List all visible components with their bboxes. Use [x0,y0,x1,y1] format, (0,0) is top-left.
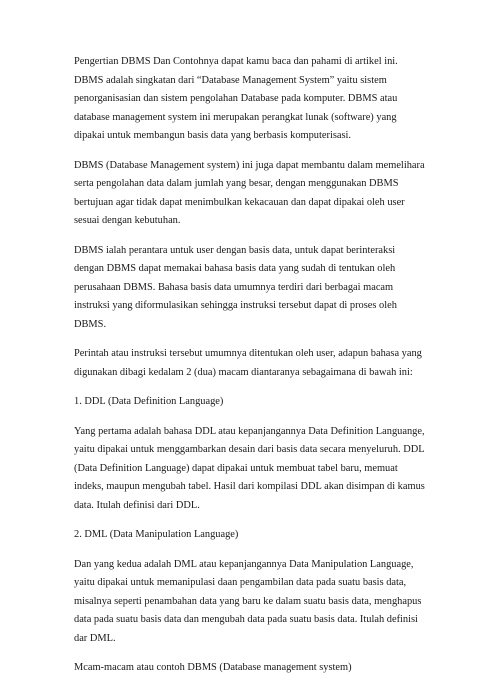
paragraph-intro: Pengertian DBMS Dan Contohnya dapat kamu baca dan pahami di artikel ini. DBMS adalah singkatan dari “Database Management System” yaitu sistem penorganisasian dan sistem pengolahan Database pada komputer. DBMS atau database management system ini merupakan perangkat lunak (software) yang dipakai untuk membangun basis data yang berbasis komputerisasi. [74,56,398,141]
heading-ddl: 1. DDL (Data Definition Language) [74,396,224,407]
paragraph-dbms-intermediary: DBMS ialah perantara untuk user dengan basis data, untuk dapat berinteraksi dengan DBMS dapat memakai bahasa basis data yang sudah di tentukan oleh perusahaan DBMS. Bahasa basis data umumnya terdiri dari berbagai macam instruksi yang diformulasikan sehingga instruksi tersebut dapat di proses oleh DBMS. [74,244,397,330]
paragraph-dbms-purpose: DBMS (Database Management system) ini juga dapat membantu dalam memelihara serta pengolahan data dalam jumlah yang besar, dengan menggunakan DBMS bertujuan agar tidak dapat menimbulkan kekacauan dan dapat dipakai oleh user sesuai dengan kebutuhan. [74,159,425,226]
paragraph-ddl: Yang pertama adalah bahasa DDL atau kepanjangannya Data Definition Languange, yaitu dipakai untuk menggambarkan desain dari basis data secara menyeluruh. DDL (Data Definition Language) dapat dipakai untuk membuat tabel baru, memuat indeks, maupun mengubah tabel. Hasil dari kompilasi DDL akan disimpan di kamus data. Itulah definisi dari DDL. [74,425,425,511]
heading-dbms-examples: Mcam-macam atau contoh DBMS (Database management system) [74,662,352,673]
paragraph-dml: Dan yang kedua adalah DML atau kepanjangannya Data Manipulation Language, yaitu dipakai untuk memanipulasi daan pengambilan data pada suatu basis data, misalnya seperti penambahan data yang baru ke dalam suatu basis data, menghapus data pada suatu basis data dan mengubah data pada suatu basis data. Itulah definisi dar DML. [74,558,422,644]
heading-dml: 2. DML (Data Manipulation Language) [74,529,239,540]
document-body [74,53,426,689]
paragraph-language-types: Perintah atau instruksi tersebut umumnya ditentukan oleh user, adapun bahasa yang digunakan dibagi kedalam 2 (dua) macam diantaranya sebagaimana di bawah ini: [74,348,422,378]
